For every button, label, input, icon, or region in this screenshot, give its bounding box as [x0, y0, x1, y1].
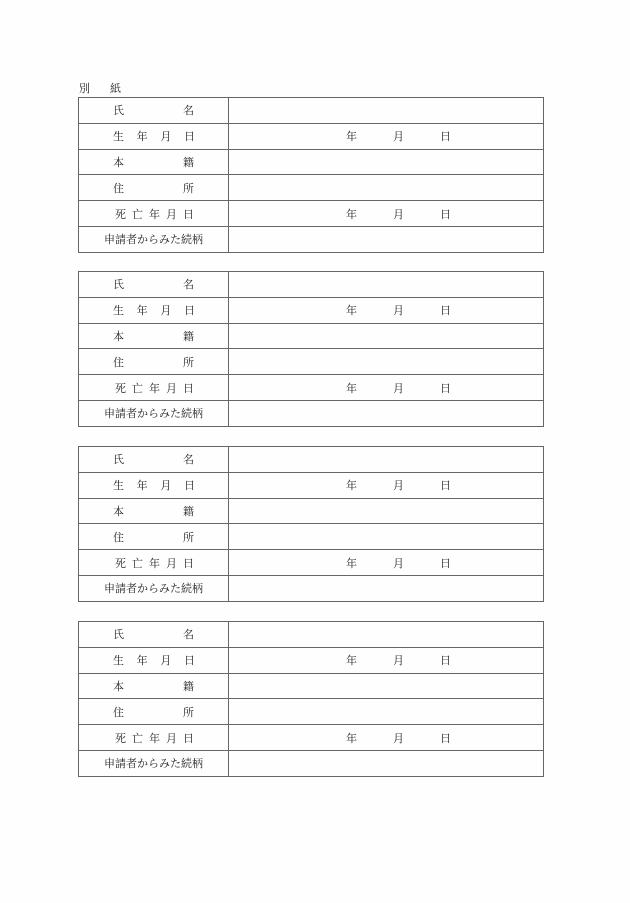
label-deathdate [79, 550, 229, 576]
deathdate-field[interactable] [229, 550, 544, 576]
label-char: 年 [149, 207, 160, 221]
month-unit: 月 [393, 654, 404, 668]
year-unit: 年 [346, 207, 357, 221]
month-unit: 月 [393, 556, 404, 570]
row-relation [79, 226, 544, 252]
label-char: 氏 [113, 628, 124, 642]
label-char: 住 [113, 530, 124, 544]
domicile-field[interactable] [229, 323, 544, 349]
year-unit: 年 [346, 130, 357, 144]
label-char: 月 [160, 304, 172, 318]
label-char: 年 [136, 130, 148, 144]
relation-field[interactable] [229, 400, 544, 426]
birthdate-field[interactable] [229, 472, 544, 498]
name-field[interactable] [229, 272, 544, 298]
row-domicile [79, 498, 544, 524]
label-domicile [79, 323, 229, 349]
row-death [79, 201, 544, 227]
year-unit: 年 [346, 381, 357, 395]
label-relation [79, 400, 229, 426]
label-char: 住 [113, 181, 124, 195]
label-char: 所 [183, 355, 194, 369]
label-char: 日 [183, 731, 194, 745]
row-relation [79, 575, 544, 601]
label-char: 日 [183, 130, 195, 144]
label-char: 月 [160, 130, 172, 144]
label-domicile [79, 498, 229, 524]
address-field[interactable] [229, 524, 544, 550]
row-name [79, 98, 544, 124]
label-text: 申請者からみた続柄 [104, 407, 203, 421]
row-name [79, 447, 544, 473]
deathdate-field[interactable] [229, 201, 544, 227]
label-char: 日 [183, 654, 195, 668]
record-table [78, 271, 544, 427]
label-char: 本 [113, 155, 124, 169]
label-text: 申請者からみた続柄 [104, 582, 203, 596]
record-table [78, 446, 544, 602]
label-char: 所 [183, 705, 194, 719]
label-char: 氏 [113, 278, 124, 292]
label-char: 氏 [113, 453, 124, 467]
label-char: 亡 [132, 556, 143, 570]
day-unit: 日 [440, 731, 451, 745]
label-char: 籍 [183, 155, 194, 169]
label-relation [79, 226, 229, 252]
label-char: 月 [160, 654, 172, 668]
month-unit: 月 [393, 479, 404, 493]
label-text: 申請者からみた続柄 [104, 757, 203, 771]
row-domicile [79, 323, 544, 349]
name-field[interactable] [229, 622, 544, 648]
month-unit: 月 [393, 304, 404, 318]
domicile-field[interactable] [229, 149, 544, 175]
deathdate-field[interactable] [229, 375, 544, 401]
label-deathdate [79, 201, 229, 227]
month-unit: 月 [393, 207, 404, 221]
month-unit: 月 [393, 130, 404, 144]
label-domicile [79, 149, 229, 175]
day-unit: 日 [440, 304, 451, 318]
label-char: 所 [183, 530, 194, 544]
day-unit: 日 [440, 479, 451, 493]
row-domicile [79, 673, 544, 699]
label-char: 年 [149, 556, 160, 570]
label-char: 月 [166, 381, 177, 395]
row-relation [79, 750, 544, 776]
row-relation [79, 400, 544, 426]
label-relation [79, 750, 229, 776]
domicile-field[interactable] [229, 673, 544, 699]
label-name [79, 98, 229, 124]
label-char: 日 [183, 556, 194, 570]
row-death [79, 375, 544, 401]
relation-field[interactable] [229, 226, 544, 252]
day-unit: 日 [440, 381, 451, 395]
label-char: 月 [166, 731, 177, 745]
label-char: 日 [183, 304, 195, 318]
label-address [79, 349, 229, 375]
label-char: 生 [113, 479, 124, 493]
record-table [78, 621, 544, 777]
label-char: 年 [136, 304, 148, 318]
label-address [79, 175, 229, 201]
document-title [79, 80, 121, 96]
row-address [79, 699, 544, 725]
address-field[interactable] [229, 699, 544, 725]
year-unit: 年 [346, 654, 357, 668]
label-char: 籍 [183, 329, 194, 343]
label-char: 氏 [113, 104, 124, 118]
label-char: 月 [166, 556, 177, 570]
row-death [79, 725, 544, 751]
label-char: 日 [183, 381, 194, 395]
month-unit: 月 [393, 731, 404, 745]
label-char: 亡 [132, 731, 143, 745]
label-birthdate [79, 123, 229, 149]
label-char: 本 [113, 329, 124, 343]
label-char: 日 [183, 479, 195, 493]
label-char: 死 [115, 207, 126, 221]
label-char: 本 [113, 504, 124, 518]
day-unit: 日 [440, 207, 451, 221]
label-domicile [79, 673, 229, 699]
row-name [79, 622, 544, 648]
birthdate-field[interactable] [229, 297, 544, 323]
deathdate-field[interactable] [229, 725, 544, 751]
label-char: 名 [183, 278, 194, 292]
row-birth [79, 123, 544, 149]
label-char: 籍 [183, 504, 194, 518]
row-name [79, 272, 544, 298]
label-address [79, 699, 229, 725]
label-name [79, 447, 229, 473]
label-char: 名 [183, 628, 194, 642]
year-unit: 年 [346, 479, 357, 493]
label-char: 名 [183, 104, 194, 118]
record-table [78, 97, 544, 253]
label-char: 住 [113, 355, 124, 369]
label-char: 名 [183, 453, 194, 467]
address-field[interactable] [229, 175, 544, 201]
label-char: 住 [113, 705, 124, 719]
label-text: 申請者からみた続柄 [104, 233, 203, 247]
address-field[interactable] [229, 349, 544, 375]
row-birth [79, 297, 544, 323]
relation-field[interactable] [229, 750, 544, 776]
title-char: 紙 [110, 82, 121, 95]
row-address [79, 349, 544, 375]
label-char: 籍 [183, 679, 194, 693]
label-char: 亡 [132, 381, 143, 395]
label-char: 生 [113, 130, 124, 144]
label-char: 死 [115, 731, 126, 745]
year-unit: 年 [346, 304, 357, 318]
label-deathdate [79, 375, 229, 401]
year-unit: 年 [346, 731, 357, 745]
relation-field[interactable] [229, 575, 544, 601]
name-field[interactable] [229, 447, 544, 473]
day-unit: 日 [440, 130, 451, 144]
label-char: 月 [166, 207, 177, 221]
row-domicile [79, 149, 544, 175]
label-char: 年 [136, 479, 148, 493]
label-relation [79, 575, 229, 601]
label-char: 年 [136, 654, 148, 668]
domicile-field[interactable] [229, 498, 544, 524]
year-unit: 年 [346, 556, 357, 570]
label-name [79, 272, 229, 298]
label-char: 本 [113, 679, 124, 693]
label-char: 年 [149, 381, 160, 395]
day-unit: 日 [440, 556, 451, 570]
title-char: 別 [79, 82, 90, 95]
label-char: 所 [183, 181, 194, 195]
label-char: 生 [113, 304, 124, 318]
month-unit: 月 [393, 381, 404, 395]
row-death [79, 550, 544, 576]
row-address [79, 175, 544, 201]
label-char: 生 [113, 654, 124, 668]
day-unit: 日 [440, 654, 451, 668]
label-deathdate [79, 725, 229, 751]
label-char: 死 [115, 556, 126, 570]
label-char: 年 [149, 731, 160, 745]
label-birthdate [79, 647, 229, 673]
label-char: 月 [160, 479, 172, 493]
label-char: 日 [183, 207, 194, 221]
label-char: 死 [115, 381, 126, 395]
name-field[interactable] [229, 98, 544, 124]
row-address [79, 524, 544, 550]
row-birth [79, 647, 544, 673]
label-birthdate [79, 297, 229, 323]
label-birthdate [79, 472, 229, 498]
birthdate-field[interactable] [229, 647, 544, 673]
row-birth [79, 472, 544, 498]
label-name [79, 622, 229, 648]
label-address [79, 524, 229, 550]
label-char: 亡 [132, 207, 143, 221]
birthdate-field[interactable] [229, 123, 544, 149]
